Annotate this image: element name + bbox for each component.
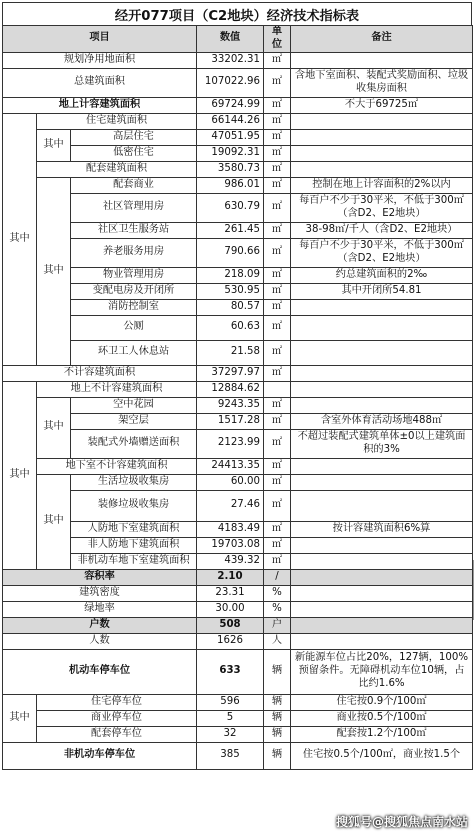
row-value: 261.45 — [197, 222, 264, 238]
row-note — [291, 397, 473, 413]
row-value: 80.57 — [197, 299, 264, 315]
row-label: 容积率 — [3, 569, 197, 585]
row-note: 不超过装配式建筑单体±0以上建筑面积的3% — [291, 429, 473, 458]
row-note: 不大于69725㎡ — [291, 97, 473, 113]
row-unit: ㎡ — [264, 129, 291, 145]
row-value: 12884.62 — [197, 381, 264, 397]
row-unit: 人 — [264, 633, 291, 649]
row-note: 住宅按0.5个/100㎡，商业按1.5个 — [291, 742, 473, 769]
row-unit: ㎡ — [264, 553, 291, 569]
row-unit: ㎡ — [264, 537, 291, 553]
row-label: 架空层 — [71, 413, 197, 429]
row-label: 非机动车停车位 — [3, 742, 197, 769]
header-row — [3, 26, 473, 53]
group-label: 其中 — [3, 694, 37, 742]
row-value: 986.01 — [197, 177, 264, 193]
row-note: 38-98㎡/千人（含D2、E2地块） — [291, 222, 473, 238]
row-label: 高层住宅 — [71, 129, 197, 145]
row-value: 218.09 — [197, 267, 264, 283]
group-label: 其中 — [3, 113, 37, 365]
row-value: 24413.35 — [197, 458, 264, 474]
row-unit: ㎡ — [264, 238, 291, 267]
table-row — [3, 177, 473, 193]
row-note — [291, 474, 473, 490]
row-value: 19092.31 — [197, 145, 264, 161]
row-unit: ㎡ — [264, 474, 291, 490]
table-row — [3, 553, 473, 569]
group-label: 其中 — [37, 474, 71, 569]
row-unit: 辆 — [264, 694, 291, 710]
row-value: 630.79 — [197, 193, 264, 222]
table-row — [3, 283, 473, 299]
row-note — [291, 633, 473, 649]
row-note — [291, 299, 473, 315]
row-label: 规划净用地面积 — [3, 52, 197, 68]
row-value: 596 — [197, 694, 264, 710]
table-row — [3, 617, 473, 633]
row-label: 非机动车地下室建筑面积 — [71, 553, 197, 569]
row-label: 地上计容建筑面积 — [3, 97, 197, 113]
row-unit: ㎡ — [264, 365, 291, 381]
row-label: 配套商业 — [71, 177, 197, 193]
row-value: 60.00 — [197, 474, 264, 490]
row-note: 住宅按0.9个/100㎡ — [291, 694, 473, 710]
row-label: 非人防地下建筑面积 — [71, 537, 197, 553]
row-value: 30.00 — [197, 601, 264, 617]
row-unit: ㎡ — [264, 193, 291, 222]
table-row — [3, 397, 473, 413]
row-note — [291, 113, 473, 129]
header-item: 项目 — [3, 26, 197, 53]
group-label: 其中 — [37, 177, 71, 365]
table-row — [3, 381, 473, 397]
row-note — [291, 617, 473, 633]
table-row — [3, 601, 473, 617]
table-row — [3, 537, 473, 553]
row-label: 商业停车位 — [37, 710, 197, 726]
row-label: 住宅建筑面积 — [37, 113, 197, 129]
group-label: 其中 — [3, 381, 37, 569]
row-value: 1517.28 — [197, 413, 264, 429]
row-label: 不计容建筑面积 — [3, 365, 197, 381]
row-value: 439.32 — [197, 553, 264, 569]
group-label: 其中 — [37, 397, 71, 458]
row-label: 总建筑面积 — [3, 68, 197, 97]
row-note: 其中开闭所54.81 — [291, 283, 473, 299]
row-unit: % — [264, 601, 291, 617]
table-row — [3, 68, 473, 97]
row-unit: ㎡ — [264, 283, 291, 299]
row-unit: ㎡ — [264, 177, 291, 193]
row-label: 空中花园 — [71, 397, 197, 413]
row-value: 385 — [197, 742, 264, 769]
row-value: 69724.99 — [197, 97, 264, 113]
row-label: 机动车停车位 — [3, 649, 197, 694]
table-row — [3, 161, 473, 177]
economic-indicators-table — [2, 25, 473, 770]
row-unit: 辆 — [264, 726, 291, 742]
row-note: 按计容建筑面积6%算 — [291, 521, 473, 537]
row-note — [291, 145, 473, 161]
row-label: 地下室不计容建筑面积 — [37, 458, 197, 474]
table-row — [3, 113, 473, 129]
row-note: 配套按1.2个/100㎡ — [291, 726, 473, 742]
row-unit: % — [264, 585, 291, 601]
row-value: 27.46 — [197, 490, 264, 521]
row-unit: ㎡ — [264, 299, 291, 315]
table-row — [3, 413, 473, 429]
row-label: 住宅停车位 — [37, 694, 197, 710]
table-row — [3, 633, 473, 649]
row-value: 47051.95 — [197, 129, 264, 145]
row-value: 37297.97 — [197, 365, 264, 381]
row-unit: ㎡ — [264, 68, 291, 97]
header-unit: 单位 — [264, 26, 291, 53]
row-unit: ㎡ — [264, 397, 291, 413]
row-unit: ㎡ — [264, 413, 291, 429]
row-unit: ㎡ — [264, 458, 291, 474]
table-row — [3, 340, 473, 365]
row-unit: 户 — [264, 617, 291, 633]
header-value: 数值 — [197, 26, 264, 53]
table-row — [3, 742, 473, 769]
row-value: 21.58 — [197, 340, 264, 365]
row-note — [291, 161, 473, 177]
row-unit: ㎡ — [264, 340, 291, 365]
row-unit: / — [264, 569, 291, 585]
row-unit — [264, 381, 291, 397]
row-value: 66144.26 — [197, 113, 264, 129]
row-label: 配套停车位 — [37, 726, 197, 742]
row-unit: ㎡ — [264, 490, 291, 521]
row-value: 633 — [197, 649, 264, 694]
row-unit: ㎡ — [264, 429, 291, 458]
row-label: 公厕 — [71, 315, 197, 340]
row-note — [291, 601, 473, 617]
row-value: 33202.31 — [197, 52, 264, 68]
row-value: 9243.35 — [197, 397, 264, 413]
row-value: 2123.99 — [197, 429, 264, 458]
row-value: 1626 — [197, 633, 264, 649]
table-title: 经开077项目（C2地块）经济技术指标表 — [2, 2, 472, 26]
watermark: 搜狐号@搜狐焦点南水站 — [335, 815, 468, 829]
table-row — [3, 193, 473, 222]
group-label: 其中 — [37, 129, 71, 161]
row-label: 生活垃圾收集房 — [71, 474, 197, 490]
row-value: 4183.49 — [197, 521, 264, 537]
row-note: 商业按0.5个/100㎡ — [291, 710, 473, 726]
row-unit: 辆 — [264, 649, 291, 694]
table-row — [3, 490, 473, 521]
row-label: 消防控制室 — [71, 299, 197, 315]
table-row — [3, 97, 473, 113]
row-unit: ㎡ — [264, 222, 291, 238]
row-value: 530.95 — [197, 283, 264, 299]
table-row — [3, 145, 473, 161]
table-row — [3, 222, 473, 238]
row-label: 低密住宅 — [71, 145, 197, 161]
table-row — [3, 429, 473, 458]
row-unit: 辆 — [264, 710, 291, 726]
row-label: 人防地下室建筑面积 — [71, 521, 197, 537]
row-label: 变配电房及开闭所 — [71, 283, 197, 299]
row-label: 配套建筑面积 — [37, 161, 197, 177]
table-row — [3, 569, 473, 585]
row-value: 60.63 — [197, 315, 264, 340]
row-unit: ㎡ — [264, 521, 291, 537]
row-note — [291, 129, 473, 145]
row-unit: ㎡ — [264, 315, 291, 340]
row-note — [291, 315, 473, 340]
row-value: 23.31 — [197, 585, 264, 601]
row-unit: ㎡ — [264, 113, 291, 129]
row-label: 社区卫生服务站 — [71, 222, 197, 238]
table-row — [3, 315, 473, 340]
row-label: 装配式外墙赠送面积 — [71, 429, 197, 458]
row-note — [291, 52, 473, 68]
row-note — [291, 458, 473, 474]
row-label: 绿地率 — [3, 601, 197, 617]
table-row — [3, 585, 473, 601]
row-label: 建筑密度 — [3, 585, 197, 601]
row-note: 约总建筑面积的2‰ — [291, 267, 473, 283]
header-note: 备注 — [291, 26, 473, 53]
row-unit: 辆 — [264, 742, 291, 769]
row-label: 环卫工人休息站 — [71, 340, 197, 365]
table-row — [3, 129, 473, 145]
row-unit: ㎡ — [264, 161, 291, 177]
row-label: 人数 — [3, 633, 197, 649]
row-label: 养老服务用房 — [71, 238, 197, 267]
row-value: 2.10 — [197, 569, 264, 585]
row-value: 3580.73 — [197, 161, 264, 177]
table-row — [3, 649, 473, 694]
row-note — [291, 569, 473, 585]
row-value: 790.66 — [197, 238, 264, 267]
table-row — [3, 238, 473, 267]
table-row — [3, 458, 473, 474]
table-row — [3, 474, 473, 490]
table-row — [3, 299, 473, 315]
row-label: 装修垃圾收集房 — [71, 490, 197, 521]
row-value: 107022.96 — [197, 68, 264, 97]
row-label: 地上不计容建筑面积 — [37, 381, 197, 397]
row-value: 19703.08 — [197, 537, 264, 553]
row-note: 每百户不少于30平米，不低于300㎡（含D2、E2地块） — [291, 238, 473, 267]
row-unit: ㎡ — [264, 97, 291, 113]
table-row — [3, 726, 473, 742]
row-note: 含室外体育活动场地488㎡ — [291, 413, 473, 429]
row-value: 5 — [197, 710, 264, 726]
table-row — [3, 710, 473, 726]
row-label: 物业管理用房 — [71, 267, 197, 283]
row-note: 含地下室面积、装配式奖励面积、垃圾收集房面积 — [291, 68, 473, 97]
row-note — [291, 553, 473, 569]
row-note — [291, 490, 473, 521]
table-row — [3, 267, 473, 283]
row-unit: ㎡ — [264, 267, 291, 283]
row-note: 每百户不少于30平米，不低于300㎡（含D2、E2地块） — [291, 193, 473, 222]
row-note — [291, 381, 473, 397]
row-note — [291, 585, 473, 601]
row-note — [291, 365, 473, 381]
table-row — [3, 694, 473, 710]
row-note — [291, 340, 473, 365]
table-row — [3, 365, 473, 381]
table-row — [3, 52, 473, 68]
scroll-edge-line — [473, 560, 474, 620]
row-note: 新能源车位占比20%，127辆，100%预留条件。无障碍机动车位10辆，占比约1.6% — [291, 649, 473, 694]
row-unit: ㎡ — [264, 52, 291, 68]
row-unit: ㎡ — [264, 145, 291, 161]
row-label: 户数 — [3, 617, 197, 633]
table-row — [3, 521, 473, 537]
row-label: 社区管理用房 — [71, 193, 197, 222]
row-note: 控制在地上计容面积的2%以内 — [291, 177, 473, 193]
row-value: 508 — [197, 617, 264, 633]
row-value: 32 — [197, 726, 264, 742]
row-note — [291, 537, 473, 553]
